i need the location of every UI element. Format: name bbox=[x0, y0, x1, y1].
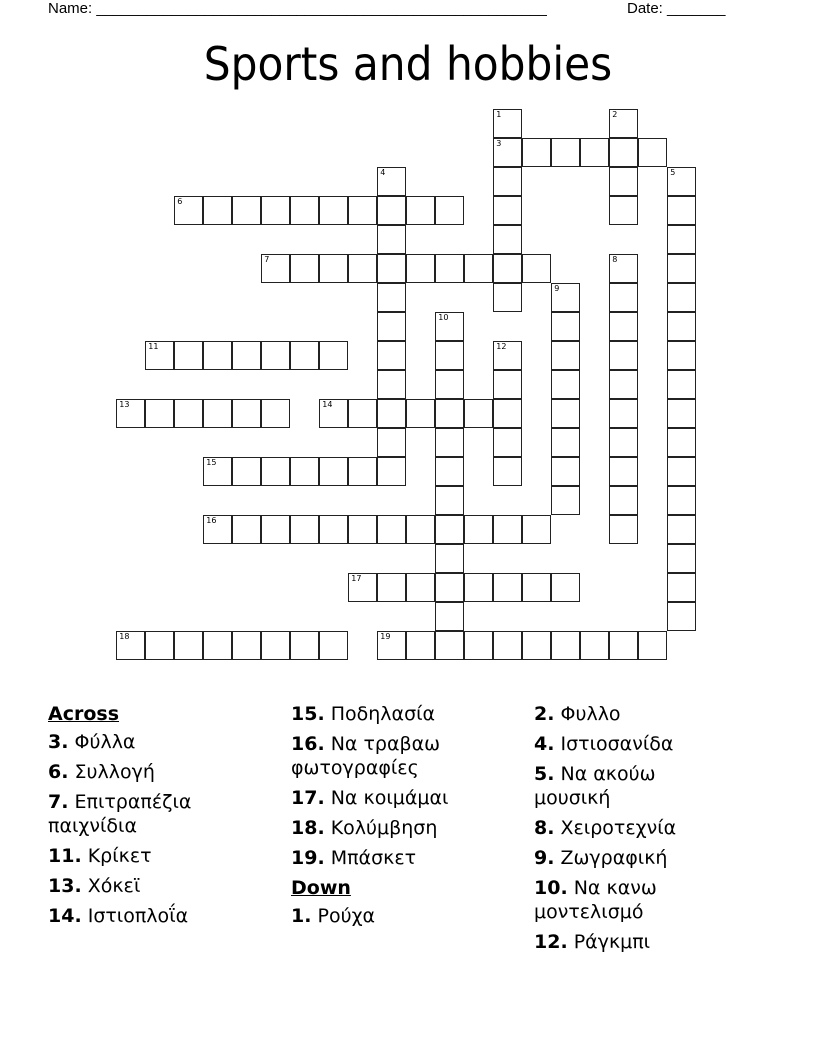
crossword-cell[interactable] bbox=[464, 631, 493, 660]
crossword-cell[interactable] bbox=[377, 631, 406, 660]
crossword-cell[interactable] bbox=[290, 196, 319, 225]
crossword-cell[interactable] bbox=[580, 631, 609, 660]
crossword-cell[interactable] bbox=[667, 515, 696, 544]
crossword-cell[interactable] bbox=[145, 631, 174, 660]
clue-text: Να κοιμάμαι bbox=[330, 787, 449, 809]
clue-text: Επιτραπέζια παιχνίδια bbox=[48, 791, 192, 837]
crossword-cell[interactable] bbox=[551, 283, 580, 312]
across-heading: Across bbox=[48, 703, 120, 725]
clue-across bbox=[48, 904, 278, 928]
crossword-cell[interactable] bbox=[377, 225, 406, 254]
crossword-cell[interactable] bbox=[464, 573, 493, 602]
crossword-cell[interactable] bbox=[493, 283, 522, 312]
cell-number: 7 bbox=[264, 255, 270, 265]
crossword-cell[interactable] bbox=[493, 254, 522, 283]
crossword-cell[interactable] bbox=[551, 457, 580, 486]
clue-number: 18. bbox=[291, 817, 325, 839]
crossword-cell[interactable] bbox=[667, 312, 696, 341]
crossword-cell[interactable] bbox=[261, 341, 290, 370]
crossword-cell[interactable] bbox=[116, 399, 145, 428]
crossword-cell[interactable] bbox=[493, 515, 522, 544]
crossword-cell[interactable] bbox=[174, 399, 203, 428]
cell-number: 6 bbox=[177, 197, 183, 207]
clue-text: Ιστιοπλοΐα bbox=[87, 905, 189, 927]
cell-number: 9 bbox=[554, 284, 560, 294]
clue-text: Ράγκμπι bbox=[573, 931, 651, 953]
crossword-cell[interactable] bbox=[435, 254, 464, 283]
crossword-cell[interactable] bbox=[609, 167, 638, 196]
crossword-cell[interactable] bbox=[493, 341, 522, 370]
crossword-cell[interactable] bbox=[377, 573, 406, 602]
clue-number: 12. bbox=[534, 931, 568, 953]
crossword-cell[interactable] bbox=[638, 631, 667, 660]
crossword-cell[interactable] bbox=[232, 196, 261, 225]
clue-number: 13. bbox=[48, 875, 82, 897]
name-field[interactable]: Name: ______________________________________________________ bbox=[48, 0, 547, 17]
crossword-cell[interactable] bbox=[609, 486, 638, 515]
crossword-cell[interactable] bbox=[667, 573, 696, 602]
crossword-cell[interactable] bbox=[319, 515, 348, 544]
crossword-cell[interactable] bbox=[290, 341, 319, 370]
crossword-cell[interactable] bbox=[174, 631, 203, 660]
crossword-cell[interactable] bbox=[377, 428, 406, 457]
crossword-cell[interactable] bbox=[348, 457, 377, 486]
clue-across bbox=[291, 732, 471, 780]
cell-number: 13 bbox=[119, 400, 130, 410]
crossword-cell[interactable] bbox=[522, 254, 551, 283]
crossword-cell[interactable] bbox=[609, 631, 638, 660]
crossword-cell[interactable] bbox=[203, 515, 232, 544]
crossword-cell[interactable] bbox=[551, 573, 580, 602]
clue-text: Ζωγραφική bbox=[560, 847, 668, 869]
crossword-cell[interactable] bbox=[522, 573, 551, 602]
clue-across bbox=[48, 730, 278, 754]
date-field[interactable]: Date: _______ bbox=[627, 0, 726, 17]
crossword-cell[interactable] bbox=[609, 399, 638, 428]
crossword-cell[interactable] bbox=[203, 341, 232, 370]
clue-text: Μπάσκετ bbox=[330, 847, 417, 869]
clue-number: 10. bbox=[534, 877, 568, 899]
clue-down bbox=[534, 816, 764, 840]
clue-number: 15. bbox=[291, 703, 325, 725]
crossword-cell[interactable] bbox=[609, 283, 638, 312]
clue-text: Ποδηλασία bbox=[330, 703, 436, 725]
crossword-cell[interactable] bbox=[551, 399, 580, 428]
crossword-cell[interactable] bbox=[261, 254, 290, 283]
crossword-cell[interactable] bbox=[609, 138, 638, 167]
crossword-cell[interactable] bbox=[551, 341, 580, 370]
crossword-cell[interactable] bbox=[406, 515, 435, 544]
crossword-cell[interactable] bbox=[232, 457, 261, 486]
crossword-cell[interactable] bbox=[232, 341, 261, 370]
crossword-cell[interactable] bbox=[261, 457, 290, 486]
crossword-cell[interactable] bbox=[464, 254, 493, 283]
crossword-cell[interactable] bbox=[667, 399, 696, 428]
crossword-cell[interactable] bbox=[261, 631, 290, 660]
crossword-cell[interactable] bbox=[319, 196, 348, 225]
clue-number: 9. bbox=[534, 847, 555, 869]
crossword-cell[interactable] bbox=[290, 631, 319, 660]
crossword-cell[interactable] bbox=[522, 515, 551, 544]
crossword-cell[interactable] bbox=[377, 167, 406, 196]
crossword-cell[interactable] bbox=[493, 631, 522, 660]
clue-text: Κρίκετ bbox=[87, 845, 152, 867]
crossword-cell[interactable] bbox=[522, 138, 551, 167]
crossword-cell[interactable] bbox=[667, 225, 696, 254]
crossword-cell[interactable] bbox=[609, 428, 638, 457]
crossword-cell[interactable] bbox=[435, 631, 464, 660]
crossword-cell[interactable] bbox=[290, 254, 319, 283]
clue-number: 6. bbox=[48, 761, 69, 783]
crossword-cell[interactable] bbox=[493, 196, 522, 225]
crossword-cell[interactable] bbox=[348, 196, 377, 225]
clue-number: 16. bbox=[291, 733, 325, 755]
crossword-cell[interactable] bbox=[551, 138, 580, 167]
crossword-cell[interactable] bbox=[609, 370, 638, 399]
page-title: Sports and hobbies bbox=[203, 37, 613, 91]
clue-down bbox=[534, 876, 704, 924]
crossword-cell[interactable] bbox=[667, 370, 696, 399]
crossword-cell[interactable] bbox=[435, 573, 464, 602]
crossword-cell[interactable] bbox=[435, 196, 464, 225]
crossword-cell[interactable] bbox=[435, 428, 464, 457]
crossword-cell[interactable] bbox=[667, 486, 696, 515]
clue-number: 1. bbox=[291, 905, 312, 927]
clue-text: Να ακούω μουσική bbox=[534, 763, 656, 809]
crossword-cell[interactable] bbox=[377, 515, 406, 544]
crossword-cell[interactable] bbox=[638, 138, 667, 167]
clue-across bbox=[291, 702, 521, 726]
crossword-cell[interactable] bbox=[551, 370, 580, 399]
crossword-cell[interactable] bbox=[609, 196, 638, 225]
clue-across bbox=[291, 846, 521, 870]
clue-across bbox=[48, 790, 228, 838]
crossword-cell[interactable] bbox=[609, 341, 638, 370]
crossword-cell[interactable] bbox=[203, 631, 232, 660]
crossword-cell[interactable] bbox=[493, 138, 522, 167]
clue-down bbox=[534, 762, 704, 810]
crossword-cell[interactable] bbox=[348, 573, 377, 602]
crossword-cell[interactable] bbox=[435, 370, 464, 399]
clue-number: 2. bbox=[534, 703, 555, 725]
clue-number: 14. bbox=[48, 905, 82, 927]
crossword-cell[interactable] bbox=[348, 254, 377, 283]
crossword-cell[interactable] bbox=[667, 196, 696, 225]
crossword-cell[interactable] bbox=[667, 341, 696, 370]
cell-number: 14 bbox=[322, 400, 333, 410]
crossword-cell[interactable] bbox=[348, 399, 377, 428]
clue-text: Να τραβαω φωτογραφίες bbox=[291, 733, 441, 779]
crossword-cell[interactable] bbox=[145, 399, 174, 428]
crossword-cell[interactable] bbox=[667, 167, 696, 196]
clue-number: 3. bbox=[48, 731, 69, 753]
clue-across bbox=[48, 760, 278, 784]
cell-number: 4 bbox=[380, 168, 386, 178]
crossword-cell[interactable] bbox=[609, 254, 638, 283]
clue-number: 7. bbox=[48, 791, 69, 813]
crossword-cell[interactable] bbox=[667, 254, 696, 283]
crossword-cell[interactable] bbox=[406, 196, 435, 225]
cell-number: 16 bbox=[206, 516, 217, 526]
crossword-cell[interactable] bbox=[377, 370, 406, 399]
crossword-cell[interactable] bbox=[145, 341, 174, 370]
clue-across bbox=[48, 844, 278, 868]
clue-across bbox=[291, 786, 521, 810]
crossword-cell[interactable] bbox=[464, 399, 493, 428]
clue-text: Συλλογή bbox=[74, 761, 155, 783]
crossword-cell[interactable] bbox=[551, 428, 580, 457]
cell-number: 1 bbox=[496, 110, 502, 120]
cell-number: 15 bbox=[206, 458, 217, 468]
clue-text: Να κανω μοντελισμό bbox=[534, 877, 657, 923]
clue-text: Φύλλα bbox=[74, 731, 136, 753]
crossword-cell[interactable] bbox=[377, 254, 406, 283]
crossword-cell[interactable] bbox=[290, 457, 319, 486]
crossword-cell[interactable] bbox=[551, 312, 580, 341]
cell-number: 11 bbox=[148, 342, 159, 352]
crossword-cell[interactable] bbox=[435, 602, 464, 631]
crossword-cell[interactable] bbox=[203, 457, 232, 486]
crossword-cell[interactable] bbox=[377, 283, 406, 312]
crossword-cell[interactable] bbox=[290, 515, 319, 544]
crossword-cell[interactable] bbox=[174, 196, 203, 225]
clue-number: 8. bbox=[534, 817, 555, 839]
crossword-cell[interactable] bbox=[406, 254, 435, 283]
crossword-cell[interactable] bbox=[435, 515, 464, 544]
clue-text: Χειροτεχνία bbox=[560, 817, 677, 839]
crossword-cell[interactable] bbox=[609, 109, 638, 138]
cell-number: 18 bbox=[119, 632, 130, 642]
crossword-cell[interactable] bbox=[609, 515, 638, 544]
clues-col-1 bbox=[48, 702, 278, 934]
crossword-cell[interactable] bbox=[319, 254, 348, 283]
crossword-cell[interactable] bbox=[493, 167, 522, 196]
down-heading: Down bbox=[291, 877, 351, 899]
crossword-cell[interactable] bbox=[319, 457, 348, 486]
clue-text: Ρούχα bbox=[317, 905, 376, 927]
crossword-cell[interactable] bbox=[493, 370, 522, 399]
crossword-cell[interactable] bbox=[493, 109, 522, 138]
crossword-cell[interactable] bbox=[435, 399, 464, 428]
crossword-cell[interactable] bbox=[406, 631, 435, 660]
cell-number: 10 bbox=[438, 313, 449, 323]
clue-number: 17. bbox=[291, 787, 325, 809]
clue-across bbox=[291, 816, 521, 840]
crossword-cell[interactable] bbox=[609, 457, 638, 486]
clue-number: 11. bbox=[48, 845, 82, 867]
crossword-cell[interactable] bbox=[319, 399, 348, 428]
crossword-cell[interactable] bbox=[580, 138, 609, 167]
crossword-cell[interactable] bbox=[493, 573, 522, 602]
crossword-cell[interactable] bbox=[203, 196, 232, 225]
crossword-cell[interactable] bbox=[377, 399, 406, 428]
clue-down bbox=[291, 904, 521, 928]
clues-col-2 bbox=[291, 702, 521, 934]
crossword-cell[interactable] bbox=[435, 457, 464, 486]
crossword-cell[interactable] bbox=[435, 486, 464, 515]
crossword-cell[interactable] bbox=[493, 225, 522, 254]
crossword-cell[interactable] bbox=[667, 544, 696, 573]
crossword-cell[interactable] bbox=[406, 399, 435, 428]
crossword-cell[interactable] bbox=[464, 515, 493, 544]
crossword-cell[interactable] bbox=[522, 631, 551, 660]
crossword-cell[interactable] bbox=[551, 486, 580, 515]
clue-text: Ιστιοσανίδα bbox=[560, 733, 674, 755]
clue-text: Φυλλο bbox=[560, 703, 621, 725]
crossword-cell[interactable] bbox=[493, 457, 522, 486]
clue-text: Χόκεϊ bbox=[87, 875, 141, 897]
crossword-cell[interactable] bbox=[377, 312, 406, 341]
crossword-cell[interactable] bbox=[232, 631, 261, 660]
crossword-cell[interactable] bbox=[609, 312, 638, 341]
clues-col-3 bbox=[534, 702, 764, 960]
crossword-cell[interactable] bbox=[667, 602, 696, 631]
cell-number: 3 bbox=[496, 139, 502, 149]
crossword-cell[interactable] bbox=[377, 196, 406, 225]
cell-number: 2 bbox=[612, 110, 618, 120]
clue-down bbox=[534, 846, 764, 870]
clue-down bbox=[534, 930, 764, 954]
cell-number: 8 bbox=[612, 255, 618, 265]
clue-number: 5. bbox=[534, 763, 555, 785]
crossword-cell[interactable] bbox=[667, 283, 696, 312]
crossword-cell[interactable] bbox=[261, 196, 290, 225]
clue-number: 4. bbox=[534, 733, 555, 755]
crossword-cell[interactable] bbox=[435, 312, 464, 341]
crossword-cell[interactable] bbox=[232, 399, 261, 428]
crossword-cell[interactable] bbox=[667, 428, 696, 457]
crossword-cell[interactable] bbox=[116, 631, 145, 660]
clue-across bbox=[48, 874, 278, 898]
crossword-cell[interactable] bbox=[319, 631, 348, 660]
crossword-cell[interactable] bbox=[377, 457, 406, 486]
crossword-cell[interactable] bbox=[232, 515, 261, 544]
crossword-cell[interactable] bbox=[174, 341, 203, 370]
crossword-cell[interactable] bbox=[406, 573, 435, 602]
crossword-cell[interactable] bbox=[435, 544, 464, 573]
cell-number: 12 bbox=[496, 342, 507, 352]
crossword-cell[interactable] bbox=[435, 341, 464, 370]
crossword-cell[interactable] bbox=[319, 341, 348, 370]
clue-down bbox=[534, 732, 764, 756]
crossword-cell[interactable] bbox=[377, 341, 406, 370]
clue-down bbox=[534, 702, 764, 726]
cell-number: 5 bbox=[670, 168, 676, 178]
crossword-cell[interactable] bbox=[667, 457, 696, 486]
cell-number: 17 bbox=[351, 574, 362, 584]
crossword-cell[interactable] bbox=[551, 631, 580, 660]
crossword-cell[interactable] bbox=[261, 515, 290, 544]
clue-text: Κολύμβηση bbox=[330, 817, 438, 839]
crossword-cell[interactable] bbox=[203, 399, 232, 428]
cell-number: 19 bbox=[380, 632, 391, 642]
crossword-cell[interactable] bbox=[348, 515, 377, 544]
clue-number: 19. bbox=[291, 847, 325, 869]
crossword-cell[interactable] bbox=[493, 428, 522, 457]
crossword-cell[interactable] bbox=[261, 399, 290, 428]
crossword-cell[interactable] bbox=[493, 399, 522, 428]
